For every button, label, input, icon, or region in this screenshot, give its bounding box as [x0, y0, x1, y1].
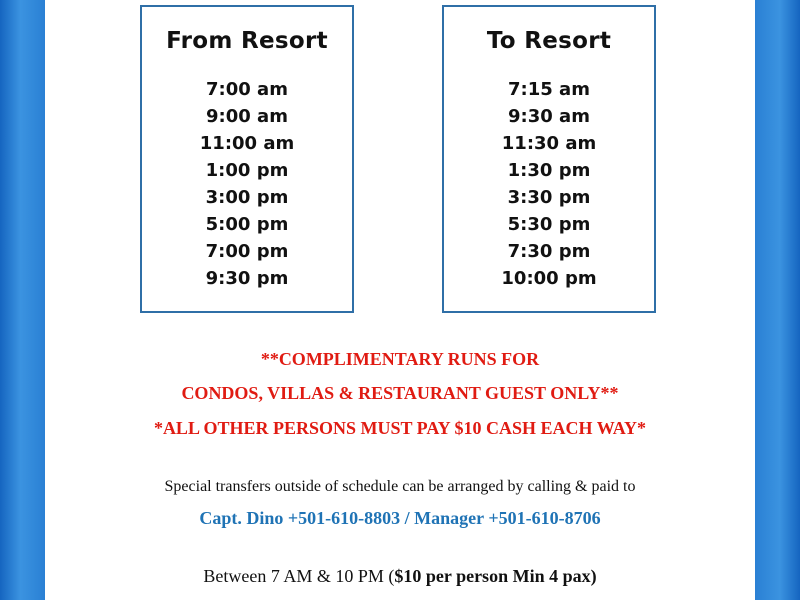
to-time-5: 3:30 pm [507, 187, 591, 208]
special-transfers-text: Special transfers outside of schedule can be arranged by calling & paid to [164, 478, 636, 495]
to-time-3: 11:30 am [501, 133, 597, 154]
to-resort-box [442, 5, 656, 313]
to-resort-title: To Resort [486, 28, 612, 54]
service-hours-price: $10 per person Min 4 pax) [394, 566, 597, 586]
to-time-7: 7:30 pm [507, 241, 591, 262]
service-hours-prefix: Between 7 AM & 10 PM ( [203, 566, 395, 586]
from-time-8: 9:30 pm [205, 268, 289, 289]
from-time-5: 3:00 pm [205, 187, 289, 208]
contact-numbers: Capt. Dino +501-610-8803 / Manager +501-610-8706 [199, 508, 601, 528]
from-time-3: 11:00 am [199, 133, 295, 154]
to-time-8: 10:00 pm [501, 268, 597, 289]
to-time-4: 1:30 pm [507, 160, 591, 181]
complimentary-notice-line-1: **COMPLIMENTARY RUNS FOR [260, 349, 540, 369]
schedule-panel [45, 0, 755, 600]
payment-notice: *ALL OTHER PERSONS MUST PAY $10 CASH EACH WAY* [153, 418, 647, 438]
from-time-1: 7:00 am [206, 79, 288, 100]
to-time-1: 7:15 am [508, 79, 590, 100]
from-time-7: 7:00 pm [205, 241, 289, 262]
from-time-4: 1:00 pm [205, 160, 289, 181]
from-time-6: 5:00 pm [205, 214, 289, 235]
service-hours [45, 566, 755, 587]
left-blue-border [0, 0, 45, 600]
from-resort-box [140, 5, 354, 313]
to-time-6: 5:30 pm [507, 214, 591, 235]
from-resort-times [142, 76, 352, 292]
from-resort-title: From Resort [166, 28, 328, 54]
to-resort-times [444, 76, 654, 292]
complimentary-notice-line-2: CONDOS, VILLAS & RESTAURANT GUEST ONLY** [181, 383, 619, 403]
from-time-2: 9:00 am [206, 106, 288, 127]
to-time-2: 9:30 am [508, 106, 590, 127]
right-blue-border [755, 0, 800, 600]
